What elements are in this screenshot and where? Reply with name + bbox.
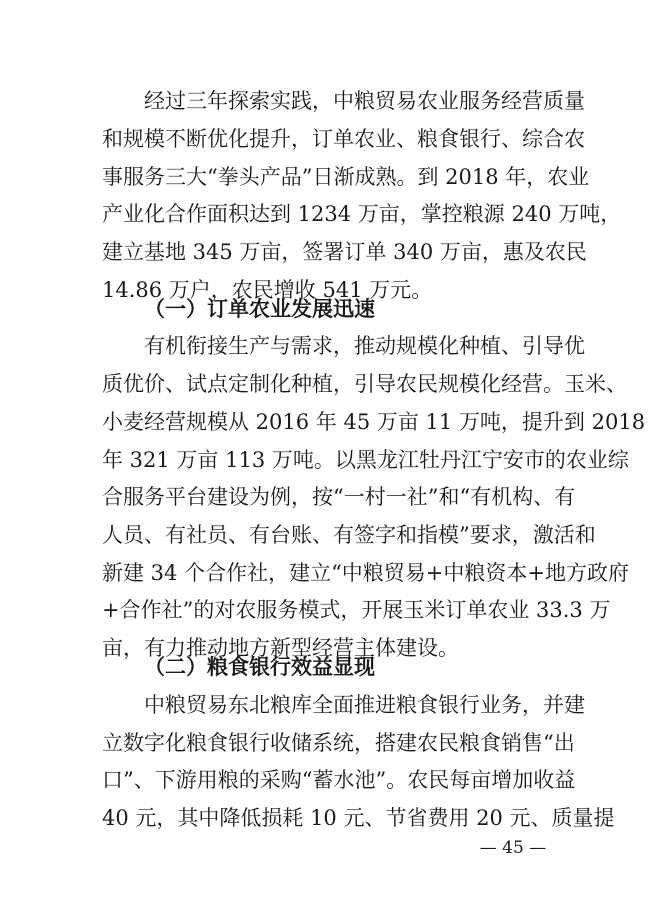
- paragraph-2-line-3: 小麦经营规模从 2016 年 45 万亩 11 万吨，提升到 2018: [102, 410, 646, 434]
- paragraph-3-line-1: 中粮贸易东北粮库全面推进粮食银行业务，并建: [144, 693, 585, 717]
- paragraph-3-line-4: 40 元，其中降低损耗 10 元、节省费用 20 元、质量提: [102, 806, 615, 830]
- paragraph-2-line-2: 质优价、试点定制化种植，引导农民规模化经营。玉米、: [102, 372, 627, 396]
- page-number: — 45 —: [479, 838, 547, 858]
- paragraph-1-line-4: 产业化合作面积达到 1234 万亩，掌控粮源 240 万吨，: [102, 202, 622, 226]
- paragraph-1-line-1: 经过三年探索实践，中粮贸易农业服务经营质量: [144, 89, 585, 113]
- paragraph-2-line-1: 有机衔接生产与需求，推动规模化种植、引导优: [144, 334, 585, 358]
- paragraph-1-line-6: 14.86 万户，农民增收 541 万元。: [102, 278, 433, 302]
- section-heading-grain-bank: （二）粮食银行效益显现: [144, 654, 375, 679]
- paragraph-1-line-5: 建立基地 345 万亩，签署订单 340 万亩，惠及农民: [102, 240, 587, 264]
- paragraph-2-line-8: +合作社”的对农服务模式，开展玉米订单农业 33.3 万: [102, 598, 611, 622]
- paragraph-2-line-7: 新建 34 个合作社，建立“中粮贸易+中粮资本+地方政府: [102, 561, 629, 585]
- paragraph-2-line-4: 年 321 万亩 113 万吨。以黑龙江牡丹江宁安市的农业综: [102, 448, 629, 472]
- paragraph-1-line-3: 事服务三大“拳头产品”日渐成熟。到 2018 年，农业: [102, 165, 590, 189]
- paragraph-3-line-2: 立数字化粮食银行收储系统，搭建农民粮食销售“出: [102, 731, 575, 755]
- paragraph-2-line-5: 合服务平台建设为例，按“一村一社”和“有机构、有: [102, 485, 576, 509]
- paragraph-3-line-3: 口”、下游用粮的采购“蓄水池”。农民每亩增加收益: [102, 768, 576, 792]
- section-heading-order-farming: （一）订单农业发展迅速: [144, 296, 375, 321]
- paragraph-2-line-6: 人员、有社员、有台账、有签字和指模”要求，激活和: [102, 523, 596, 547]
- paragraph-2-line-9: 亩，有力推动地方新型经营主体建设。: [102, 636, 459, 660]
- paragraph-1-line-2: 和规模不断优化提升，订单农业、粮食银行、综合农: [102, 127, 585, 151]
